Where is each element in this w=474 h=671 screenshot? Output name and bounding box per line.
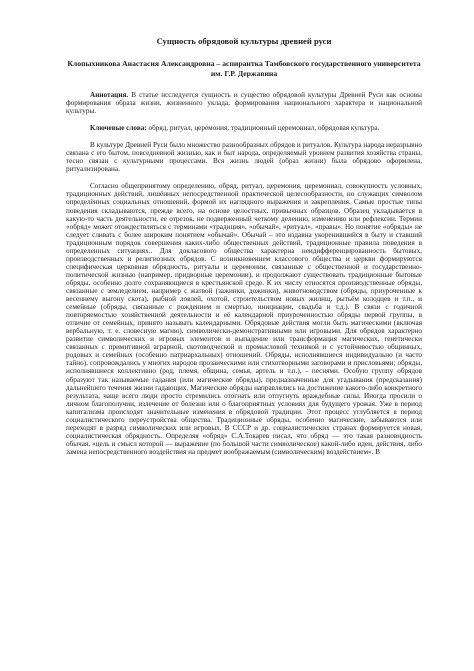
author-line: Клопыхникова Анастасия Александровна – аспирантка Тамбовского государственного университета им. Г.Р. Державина: [67, 59, 421, 78]
keywords-text: обряд, ритуал, церемония, традиционный церемониал, обрядовая культура.: [146, 124, 380, 133]
keywords-label: Ключевые слова:: [90, 124, 147, 133]
document-title: Сущность обрядовой культуры древней руси: [156, 36, 332, 46]
abstract: [66, 91, 422, 115]
paragraph-main: Согласно общепринятому определению, обряд, ритуал, церемония, церемониал, совокупность условных, традиционных действий, лишённых непосредственной практической целесообразности, но служащих символом определённых социальных отношений, формой их наглядного выражения и закрепления. Самые простые типы поведения складываются, прежде всего, на основе целостных, привычных образцов. Образец укладывается в какую-то часть деятельности, ее отрезок, не подверженный четкому делению, изменению или рефлексии. Термин «обряд» может отождествляться с терминами «традиция», «обычай», «ритуал», «правы». Но понятие «обряды» не следует сливать с более широким понятием «обычай». Обычай – это издавна укоренившийся в быту и ставший традиционным порядок совершения каких-либо общественных действий, традиционные правила поведения в определенных ситуациях.. Для докласового общества характерна неидифференцированность бытовых, производственных и религиозных обрядов. С возникновением классового общества и церкви формируются специфическая церковная обрядность, ритуалы и церемонии, связанные с общественной и государственно-политической жизнью (например, придворные церемонии), и продолжают существовать традиционные бытовые обряды, особенно долго сохраняющиеся в крестьянской среде. К их числу относятся производственные обряды, связанные с земледелием, например с жатвой (зажинки, дожинки), животноводством (обряды, приуроченные к весеннему выгону скота), рыбной ловлей, охотой, строительством новых жилищ, рытьём колодцев и т.п., и семейные (обряды, связанные с рождением и смертью, инициации, свадьба и т.д.). В связи с годичной повторяемостью хозяйственной деятельности и её календарной приуроченностью обряды первой группы, в отличие от семейных, принято называть календарными. Обрядовые действия могли быть магическими (включая вербальную, т. е. словесную магию), символически-демонстративными или игровыми. Для обрядов характерно развитие символических и игровых элементов и выпадение или трансформация магических, генетически связанных с примитивной аграрной, скотоводческой и промысловой техникой и с устойчивостью общинных, родовых и семейных (особенно патриархальных) отношений. Обряды, исполнявшиеся индивидуально (и часто тайно), сопровождались у многих народов прозаическими или стихотворными заговорами и присловьями; обряды, исполнявшиеся коллективно (род, племя, община, семья, артель и т.п.), - песнями. Особую группу обрядов образуют так называемые гадания (или магические обряды), предназначенные для угадывания (предсказания) дальнейшего течения жизни гадающих. Магические обряды направлялись на достижение какого-либо конкретного результата, чаще всего люди просто стремились отогнать или отпугнуть враждебные силы. Иногда просили о личном благополучии, излечение от болезни или о благоприятных условиях для будущего урожая. Уже в период капитализма происходят значительные изменения в обрядовой традиции. Этот процесс углубляется в период социалистического переустройства общества. Традиционные обряды, особенно магические, забываются или переходят в разряд символических или игровых. В СССР и др. социалистических странах формируется новая, социалистическая обрядность. Определяя «обряд» С.А.Токарев писал, что обряд — это такая разновидность обычая, «цель и смысл которой — выражение (по большой части символическое) какой-либо идеи, действия, либо замена непосредственного воздействия на предмет воображаемым (символическим) воздействием». В: [66, 182, 422, 456]
abstract-label: Аннотация.: [90, 91, 129, 99]
keywords: [66, 124, 422, 132]
paragraph-intro: В культуре Древней Руси было множество разнообразных обрядов и ритуалов. Культура народа неразрывно связана с его бытом, повседневной жизнью, как и быт народа, определяемый уровнем развития хозяйства страны, тесно связан с культурными процессами. Вся жизнь людей (образ жизни) была обрядово оформлена, ритуализирована.: [66, 141, 422, 174]
abstract-text: В статье исследуется сущность и существо обрядовой культуры Древней Руси как основы формирования образа жизни, жизненного уклада, формирования национального характера и национальной культуры.: [66, 91, 422, 116]
